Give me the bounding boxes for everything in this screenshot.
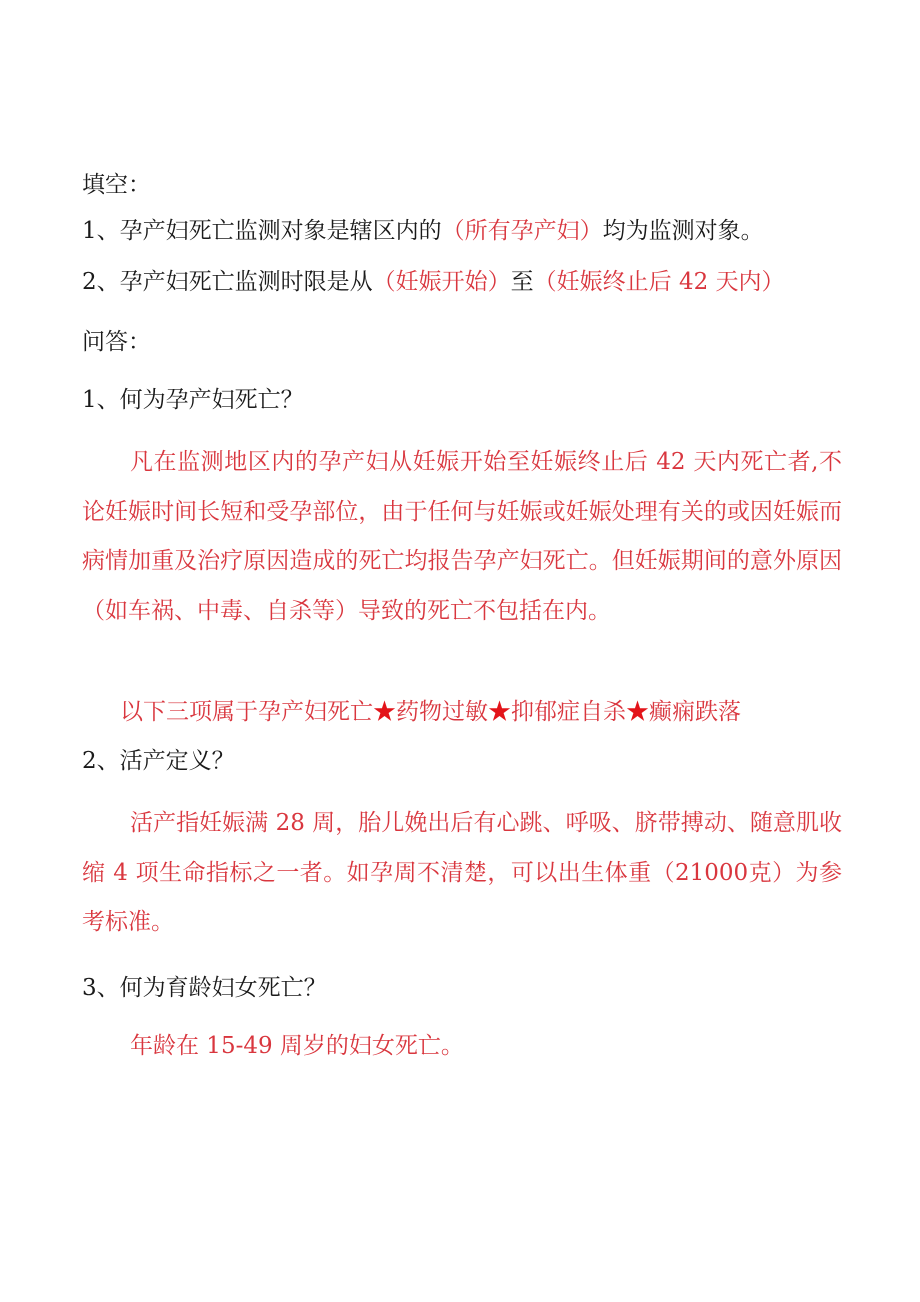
fill-blank-q1-suffix: 均为监测对象。	[602, 218, 764, 244]
qa-answer-1: 凡在监测地区内的孕产妇从妊娠开始至妊娠终止后 42 天内死亡者,不论妊娠时间长短和受孕部位，由于任何与妊娠或妊娠处理有关的或因妊娠而病情加重及治疗原因造成的死亡均报告孕产妇死亡。但妊娠期间的意外原因（如车祸、中毒、自杀等）导致的死亡不包括在内。	[82, 449, 842, 624]
qa-q1-note	[120, 697, 741, 727]
fill-blank-heading: 填空：	[82, 172, 151, 198]
fill-blank-q1-answer: （所有孕产妇）	[441, 218, 603, 244]
qa-question-2: 2、活产定义？	[82, 748, 235, 774]
fill-blank-question-2	[82, 267, 785, 297]
star-icon: ★	[488, 699, 511, 725]
qa-answer-2: 活产指妊娠满 28 周，胎儿娩出后有心跳、呼吸、脐带搏动、随意肌收缩 4 项生命指标之一者。如孕周不清楚，可以出生体重（21000克）为参考标准。	[82, 810, 842, 935]
qa-q1-note-item-3: 癫痫跌落	[649, 699, 741, 725]
qa-question-1: 1、何为孕产妇死亡？	[82, 387, 304, 413]
qa-q1-note-prefix: 以下三项属于孕产妇死亡	[120, 699, 373, 725]
qa-question-3: 3、何为育龄妇女死亡？	[82, 975, 327, 1001]
fill-blank-question-1	[82, 216, 764, 246]
fill-blank-q2-middle: 至	[510, 269, 534, 295]
fill-blank-q2-answer-2: （妊娠终止后 42 天内）	[533, 269, 785, 295]
qa-q1-note-item-1: 药物过敏	[396, 699, 488, 725]
star-icon: ★	[626, 699, 649, 725]
fill-blank-q2-prefix: 2、孕产妇死亡监测时限是从	[82, 269, 373, 295]
star-icon: ★	[373, 699, 396, 725]
qa-heading: 问答：	[82, 329, 151, 355]
fill-blank-q2-answer-1: （妊娠开始）	[372, 269, 511, 295]
qa-answer-3: 年龄在 15-49 周岁的妇女死亡。	[130, 1033, 464, 1059]
qa-q1-note-item-2: 抑郁症自杀	[511, 699, 626, 725]
fill-blank-q1-prefix: 1、孕产妇死亡监测对象是辖区内的	[82, 218, 442, 244]
